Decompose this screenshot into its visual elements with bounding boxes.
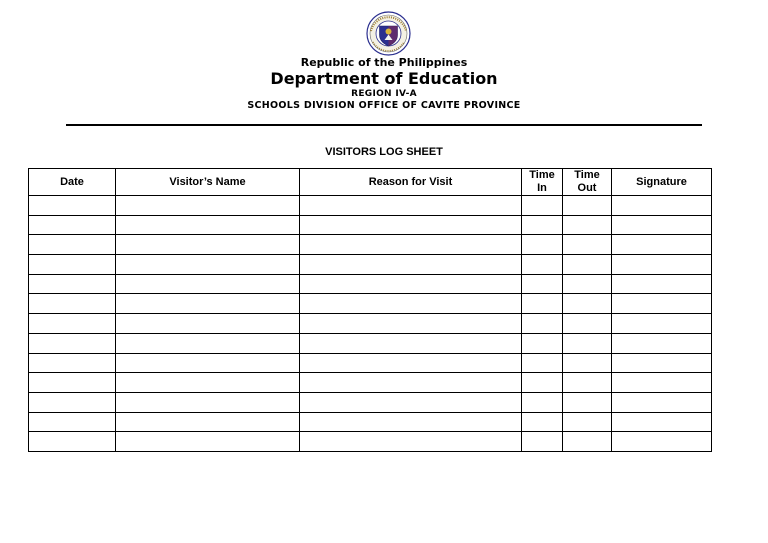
column-header-date: Date [29,169,116,196]
table-row [29,333,712,353]
time-out-cell[interactable] [563,255,612,275]
time-in-cell[interactable] [522,274,563,294]
header-divider [66,124,702,126]
visitor-name-cell[interactable] [116,215,300,235]
signature-cell[interactable] [612,215,712,235]
reason-cell[interactable] [300,432,522,452]
visitor-name-cell[interactable] [116,235,300,255]
date-cell[interactable] [29,255,116,275]
date-cell[interactable] [29,314,116,334]
region-heading: REGION IV-A [351,89,417,99]
signature-cell[interactable] [612,373,712,393]
column-header-signature: Signature [612,169,712,196]
signature-cell[interactable] [612,314,712,334]
signature-cell[interactable] [612,196,712,216]
time-in-cell[interactable] [522,373,563,393]
time-out-cell[interactable] [563,373,612,393]
time-in-cell[interactable] [522,353,563,373]
time-in-cell[interactable] [522,294,563,314]
time-in-cell[interactable] [522,255,563,275]
time-out-cell[interactable] [563,432,612,452]
visitor-name-cell[interactable] [116,373,300,393]
reason-cell[interactable] [300,353,522,373]
time-in-cell[interactable] [522,392,563,412]
table-row [29,373,712,393]
reason-cell[interactable] [300,333,522,353]
time-in-cell[interactable] [522,196,563,216]
deped-seal-icon [366,11,411,56]
time-in-cell[interactable] [522,432,563,452]
time-out-cell[interactable] [563,412,612,432]
reason-cell[interactable] [300,392,522,412]
time-in-cell[interactable] [522,215,563,235]
date-cell[interactable] [29,274,116,294]
table-header-row [29,169,712,196]
table-row [29,294,712,314]
date-cell[interactable] [29,432,116,452]
table-row [29,314,712,334]
table-row [29,353,712,373]
table-row [29,274,712,294]
date-cell[interactable] [29,373,116,393]
time-out-cell[interactable] [563,314,612,334]
date-cell[interactable] [29,294,116,314]
signature-cell[interactable] [612,432,712,452]
time-out-cell[interactable] [563,353,612,373]
visitor-name-cell[interactable] [116,255,300,275]
reason-cell[interactable] [300,294,522,314]
reason-cell[interactable] [300,274,522,294]
table-row [29,235,712,255]
reason-cell[interactable] [300,255,522,275]
signature-cell[interactable] [612,392,712,412]
column-header-time-in: Time In [522,169,563,196]
visitor-name-cell[interactable] [116,196,300,216]
time-out-cell[interactable] [563,215,612,235]
column-header-reason: Reason for Visit [300,169,522,196]
table-row [29,255,712,275]
column-header-time-out: Time Out [563,169,612,196]
visitor-name-cell[interactable] [116,432,300,452]
table-row [29,196,712,216]
table-row [29,432,712,452]
date-cell[interactable] [29,215,116,235]
time-out-cell[interactable] [563,294,612,314]
visitor-name-cell[interactable] [116,353,300,373]
time-in-cell[interactable] [522,314,563,334]
signature-cell[interactable] [612,235,712,255]
signature-cell[interactable] [612,255,712,275]
reason-cell[interactable] [300,314,522,334]
visitor-name-cell[interactable] [116,412,300,432]
date-cell[interactable] [29,196,116,216]
reason-cell[interactable] [300,412,522,432]
visitor-name-cell[interactable] [116,314,300,334]
time-in-cell[interactable] [522,412,563,432]
reason-cell[interactable] [300,215,522,235]
time-out-cell[interactable] [563,196,612,216]
time-out-cell[interactable] [563,274,612,294]
visitor-name-cell[interactable] [116,274,300,294]
table-row [29,392,712,412]
reason-cell[interactable] [300,235,522,255]
date-cell[interactable] [29,235,116,255]
reason-cell[interactable] [300,196,522,216]
table-row [29,215,712,235]
date-cell[interactable] [29,353,116,373]
column-header-visitor-name: Visitor’s Name [116,169,300,196]
signature-cell[interactable] [612,333,712,353]
time-in-cell[interactable] [522,333,563,353]
visitor-name-cell[interactable] [116,294,300,314]
time-in-cell[interactable] [522,235,563,255]
sheet-title: VISITORS LOG SHEET [325,146,443,158]
republic-heading: Republic of the Philippines [300,56,468,69]
division-heading: SCHOOLS DIVISION OFFICE OF CAVITE PROVINCE [247,100,521,111]
table-body [29,196,712,452]
time-out-cell[interactable] [563,235,612,255]
date-cell[interactable] [29,392,116,412]
visitors-log-table [28,168,712,452]
department-heading: Department of Education [270,69,498,88]
signature-cell[interactable] [612,294,712,314]
signature-cell[interactable] [612,412,712,432]
time-out-cell[interactable] [563,333,612,353]
reason-cell[interactable] [300,373,522,393]
signature-cell[interactable] [612,353,712,373]
visitor-name-cell[interactable] [116,333,300,353]
date-cell[interactable] [29,412,116,432]
time-out-cell[interactable] [563,392,612,412]
signature-cell[interactable] [612,274,712,294]
table-row [29,412,712,432]
date-cell[interactable] [29,333,116,353]
visitor-name-cell[interactable] [116,392,300,412]
